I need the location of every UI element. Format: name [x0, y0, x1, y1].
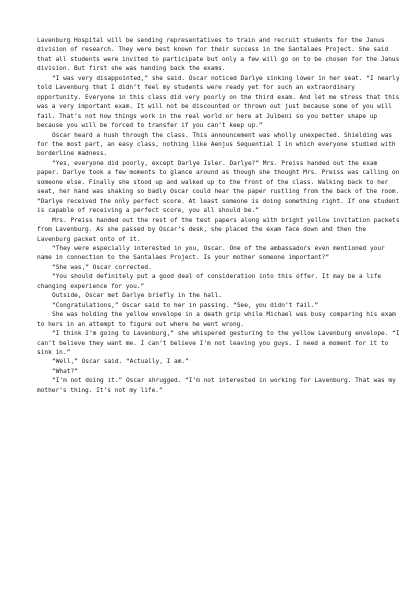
paragraph: Outside, Oscar met Darlye briefly in the hall. — [52, 292, 223, 300]
paragraph: “She was,” Oscar corrected. — [52, 263, 152, 271]
paragraph: “What?” — [52, 367, 78, 375]
paragraph: “Yes, everyone did poorly, except Darlye Isler. Darlye?” Mrs. Preiss handed out the exam paper. Darlye took a few moments to glance around as though she thought Mrs. Preiss was calling on someone else. Finally she stood up and walked up to the front of the class. Walking back to her seat, her hand was shaking so badly Oscar could hear the paper rustling from the back of the room. “Darlye received the only perfect score. At least someone is doing something right. If one student is capable of receiving a perfect score, you all should be.” — [37, 159, 404, 215]
paragraph: “You should definitely put a good deal of consideration into this offer. It may be a life changing experience for you.” — [37, 273, 385, 290]
paragraph: “I think I’m going to Lavenburg,” she whispered gesturing to the yellow Lavenburg envelope. “I can’t believe they want me. I can’t believe I’m not leaving you guys. I need a moment for it to sink in.” — [37, 330, 404, 356]
paragraph: Mrs. Preiss handed out the rest of the test papers along with bright yellow invitation packets from Lavenburg. As she passed by Oscar’s desk, she placed the exam face down and then the Lavenburg packet onto of it. — [37, 216, 404, 243]
paragraph: “They were especially interested in you, Oscar. One of the ambassadors even mentioned your name in connection to the Santalaes Project. Is your mother someone important?” — [37, 244, 389, 262]
paragraph: “I was very disappointed,” she said. Oscar noticed Darlye sinking lower in her seat. “I nearly told Lavenburg that I didn’t feel my students were ready yet for such an extraordinary opportunity. Everyone in this class did very poorly on the third exam. And let me stress that this was a very important exam. It will not be discounted or thrown out just because some of you will fail. That’s not how things work in the real world or here at Julbeni so you better shape up because you will be forced to transfer if you can’t keep up.” — [37, 74, 404, 130]
paragraph: She was holding the yellow envelope in a death grip while Michael was busy comparing his exam to hers in an attempt to figure out where he went wrong. — [37, 311, 400, 328]
paragraph: “I’m not doing it.” Oscar shrugged. “I’m not interested in working for Lavenburg. That was my mother’s thing. It’s not my life.” — [37, 377, 400, 394]
paragraph: Oscar heard a hush through the class. This announcement was wholly unexpected. Shielding was for the most part, an easy class, nothing like Aenjus Sequential I in which everyone studied with borderline madness. — [37, 131, 400, 158]
paragraph: “Congratulations,” Oscar said to her in passing. “See, you didn’t fail.” — [52, 301, 319, 309]
paragraph: Lavenburg Hospital will be sending representatives to train and recruit students for the Janus division of research. They were best known for their success in the Santalaes Project. She said that all students were invited to participate but only a few will go on to be chosen for the Janus division. But first she was handing back the exams. — [37, 37, 404, 73]
paragraph: “Well,” Oscar said. “Actually, I am.” — [52, 358, 189, 366]
